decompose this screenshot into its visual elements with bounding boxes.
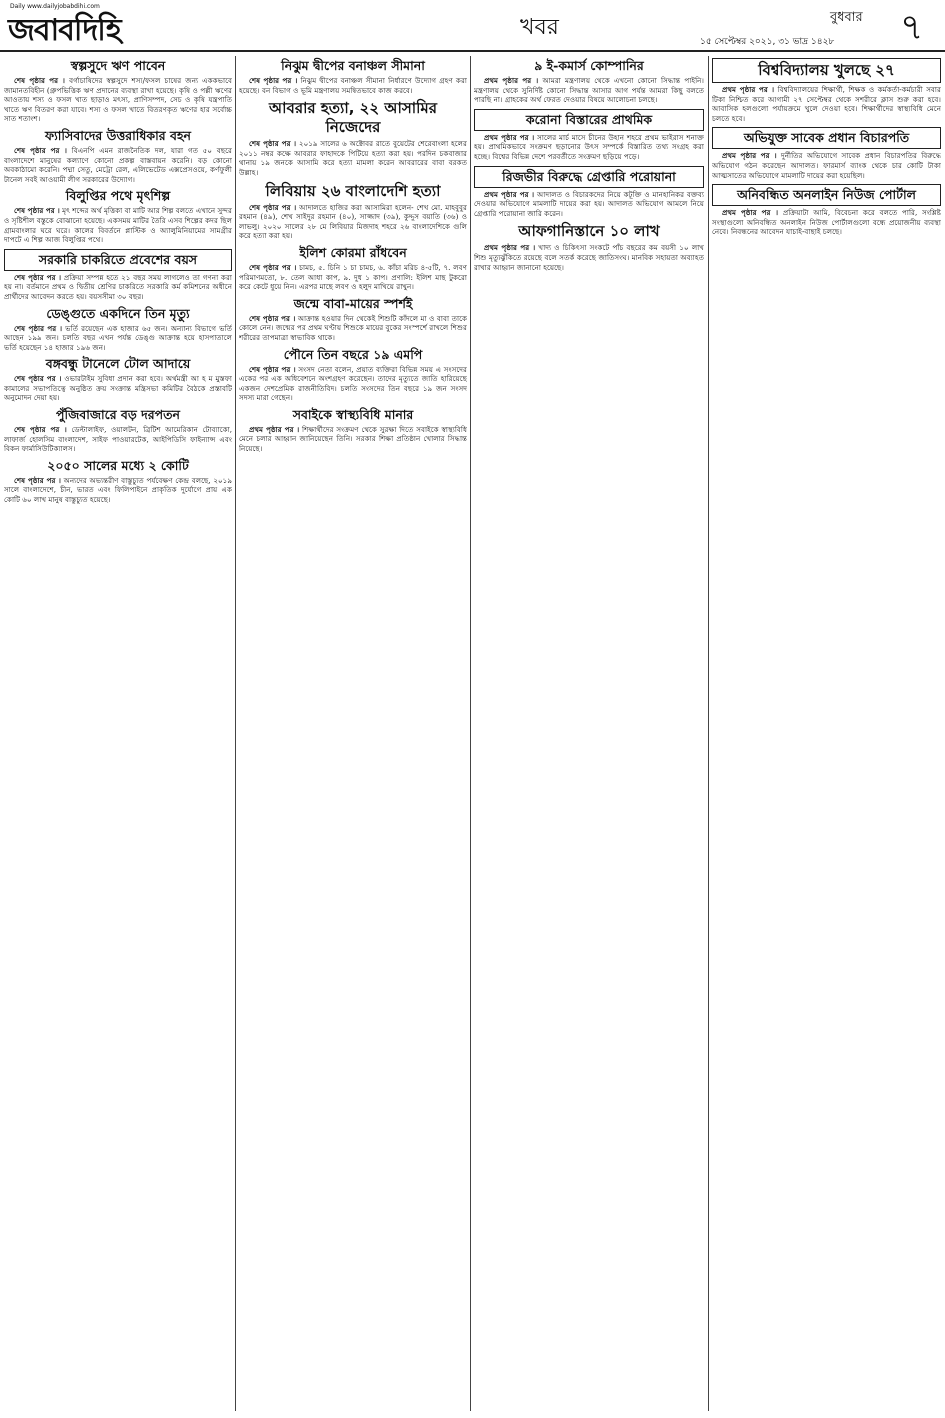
story	[239, 245, 467, 292]
headline: নিঝুম দ্বীপের বনাঞ্চল সীমানা	[281, 58, 425, 73]
story-body: প্রথম পৃষ্ঠার পর । আদালত ও বিচারকদের নিয়ে কটূক্তি ও মানহানিকর বক্তব্য দেওয়ার অভিযোগে মামলাটি দায়ের করা হয়। আদালত অভিযোগ আমলে নিয়ে গ্রেপ্তারি পরোয়ানা জারি করেন।	[474, 189, 704, 218]
story-body: প্রথম পৃষ্ঠার পর । শিক্ষার্থীদের সংক্রমণ থেকে সুরক্ষা দিতে সবাইকে স্বাস্থ্যবিধি মেনে চলার আহ্বান জানিয়েছেন তিনি। সরকার শিক্ষা প্রতিষ্ঠান খোলার সিদ্ধান্ত নিয়েছে।	[239, 424, 467, 454]
story-body: প্রথম পৃষ্ঠার পর । সালের মার্চ মাসে চীনের উহান শহরে প্রথম ভাইরাস শনাক্ত হয়। প্রাথমিকভাবে সংক্রমণ ছড়ানোর উৎস সম্পর্কে বিস্তারিত তথ্য সংগ্রহ করা হচ্ছে। বিশ্বের বিভিন্ন দেশে পরবর্তীতে সংক্রমণ ছড়িয়ে পড়ে।	[474, 132, 704, 161]
column-divider	[708, 56, 709, 1411]
column-1	[4, 56, 232, 1411]
story-body: শেষ পৃষ্ঠার পর । ভর্তি রয়েছেন এক হাজার ৬৫ জন। অন্যান্য বিভাগে ভর্তি আছেন ১৯৯ জন। চলতি বছর এখন পর্যন্ত ডেঙ্গু আক্রান্ত হয়ে হাসপাতালে ভর্তি হয়েছেন ১৪ হাজার ১৯৬ জন।	[4, 323, 232, 352]
story-body: শেষ পৃষ্ঠার পর । বিএনপি এমন রাজনৈতিক দল, যারা গত ৫০ বছরে বাংলাদেশে মানুষের কল্যাণে কোনো প্রকল্প বাস্তবায়ন করেনি। বড় কোনো অবকাঠামো করেনি। পদ্মা সেতু, মেট্রো রেল, এলিভেটেড এক্সপ্রেসওয়ে, কর্ণফুলী টানেল সবই আওয়ামী লীগ সরকারের উদ্যোগ।	[4, 145, 232, 184]
story-body: শেষ পৃষ্ঠার পর । নিঝুম দ্বীপের বনাঞ্চল সীমানা নির্ধারণে উদ্যোগ গ্রহণ করা হয়েছে। বন বিভাগ ও ভূমি মন্ত্রণালয় সমন্বিতভাবে কাজ করবে।	[239, 76, 467, 95]
story-body: শেষ পৃষ্ঠার পর । ডেল্টালাইফ, ওয়ালটন, ব্রিটিশ আমেরিকান টোব্যাকো, লাফার্জ হোলসিম বাংলাদেশ, সাইফ পাওয়ারটেক, আইপিডিসি ফাইন্যান্স এবং বিকন ফার্মাসিউটিক্যালস।	[4, 425, 232, 454]
story-body: প্রথম পৃষ্ঠার পর । প্রক্রিয়াটা আমি, বিবেচনা করে বলতে পারি, সংশ্লিষ্ট সংস্থাগুলো অনিবন্ধিত অনলাইন নিউজ পোর্টালগুলো বন্ধে প্রয়োজনীয় ব্যবস্থা নেবে। নিবন্ধনের আবেদন যাচাই-বাছাই চলছে।	[712, 208, 941, 237]
column-divider	[470, 56, 471, 1411]
story	[4, 128, 232, 184]
story-body: প্রথম পৃষ্ঠার পর । বিশ্ববিদ্যালয়ের শিক্ষার্থী, শিক্ষক ও কর্মকর্তা-কর্মচারী সবার টিকা নিশ্চিত করে আগামী ২৭ সেপ্টেম্বর থেকে সশরীরে ক্লাস শুরু করা হবে। আবাসিক হলগুলো পর্যায়ক্রমে খুলে দেওয়া হবে। শিক্ষার্থীদের স্বাস্থ্যবিধি মেনে চলতে হবে।	[712, 85, 941, 123]
story-body: শেষ পৃষ্ঠার পর । ২০১৯ সালের ৬ অক্টোবর রাতে বুয়েটের শেরেবাংলা হলের ২০১১ নম্বর কক্ষে আবরার ফাহাদকে পিটিয়ে হত্যা করা হয়। পরদিন চকবাজার থানায় ১৯ জনকে আসামি করে হত্যা মামলা করেন আবরারের বাবা বরকত উল্লাহ।	[239, 139, 467, 177]
newspaper-logo	[8, 3, 121, 57]
story	[4, 458, 232, 505]
story	[474, 109, 704, 162]
story	[4, 306, 232, 353]
story-body: শেষ পৃষ্ঠার পর । প্রক্রিয়া সম্পন্ন হতে ২১ বছর সময় লাগলেও তা গণনা করা হয় না। বর্তমানে প্রথম ও দ্বিতীয় শ্রেণির চাকরিতে সরকারি কর্ম কমিশনের অধীনে প্রার্থীদের আবেদন করতে হয়। বয়সসীমা ৩০ বছর।	[4, 272, 232, 301]
story	[239, 182, 467, 241]
issue-date: ১৫ সেপ্টেম্বর ২০২১, ৩১ ভাদ্র ১৪২৮	[700, 37, 835, 47]
headline: পৌনে তিন বছরে ১৯ এমপি	[283, 346, 423, 362]
story-body: প্রথম পৃষ্ঠার পর । আমরা মন্ত্রণালয় থেকে এখনো কোনো সিদ্ধান্ত পাইনি। মন্ত্রণালয় থেকে সুনির্দিষ্ট কোনো সিদ্ধান্ত আসার আগ পর্যন্ত আমরা কিছু বলতে পারছি না। গ্রাহকের অর্থ ফেরত দেওয়ার বিষয়ে আলোচনা চলছে।	[474, 76, 704, 105]
story-body: শেষ পৃষ্ঠার পর । আদালতে হাজির করা আসামিরা হলেন- শেখ মো. মাহবুবুর রহমান (৪৯), শেখ সাইদুর রহমান (৪০), সাজ্জাদ (৩৯), কুদ্দুস বয়াতি (৩৬) ও লাভলু। ২০২০ সালের ২৮ মে লিবিয়ার মিজদাহ শহরে ২৬ বাংলাদেশিকে গুলি করে হত্যা করা হয়।	[239, 202, 467, 241]
story	[712, 127, 941, 180]
story	[474, 166, 704, 219]
story	[474, 222, 704, 272]
weekday: বুধবার	[830, 10, 863, 25]
story	[4, 58, 232, 124]
headline: আফগানিস্তানে ১০ লাখ	[518, 222, 660, 241]
story	[4, 249, 232, 302]
story-body: প্রথম পৃষ্ঠার পর । খাদ্য ও চিকিৎসা সংকটে পাঁচ বছরের কম বয়সী ১০ লাখ শিশু মৃত্যুঝুঁকিতে রয়েছে বলে সতর্ক করেছে জাতিসংঘ। মানবিক সহায়তা অব্যাহত রাখার আহ্বান জানানো হয়েছে।	[474, 243, 704, 272]
column-4	[712, 56, 941, 1411]
headline: ইলিশ কোরমা রাঁধবেন	[299, 244, 407, 260]
column-3	[474, 56, 704, 1411]
headline: করোনা বিস্তারের প্রাথমিক	[474, 109, 704, 131]
headline: সবাইকে স্বাস্থ্যবিধি মানার	[292, 406, 414, 422]
headline: ফ্যাসিবাদের উত্তরাধিকার বহন	[45, 127, 191, 143]
headline: অনিবন্ধিত অনলাইন নিউজ পোর্টাল	[712, 184, 941, 206]
story-body: প্রথম পৃষ্ঠার পর । দুর্নীতির অভিযোগে সাবেক প্রধান বিচারপতির বিরুদ্ধে অভিযোগ গঠন করেছেন আদালত। ফারমার্স ব্যাংক থেকে চার কোটি টাকা আত্মসাতের অভিযোগে মামলাটি দায়ের করা হয়েছিল।	[712, 151, 941, 180]
headline: বঙ্গবন্ধু টানেলে টোল আদায়ে	[45, 356, 191, 372]
headline: সরকারি চাকরিতে প্রবেশের বয়স	[4, 249, 232, 271]
headline: পুঁজিবাজারে বড় দরপতন	[56, 407, 180, 423]
headline: ডেঙ্গুতে একদিনে তিন মৃত্যু	[46, 305, 190, 321]
story	[4, 407, 232, 454]
story	[4, 188, 232, 244]
story	[239, 99, 467, 177]
story-body: শেষ পৃষ্ঠার পর । চামচ, ৫. চিনি ১ চা চামচ, ৬. কাঁচা মরিচ ৪-৫টি, ৭. লবণ পরিমাণমতো, ৮. তেল আধা কাপ, ৯. দুধ ১ কাপ। প্রণালি: ইলিশ মাছ টুকরো করে কেটে ধুয়ে নিন। এরপর মাছে লবণ ও হলুদ মাখিয়ে রাখুন।	[239, 262, 467, 292]
headline: বিলুপ্তির পথে মৃৎশিল্প	[65, 188, 171, 204]
story-body: শেষ পৃষ্ঠার পর । ওভারটাইম সুবিধা প্রদান করা হবে। অর্থমন্ত্রী আ হ ম মুস্তফা কামালের সভাপতিত্বে অনুষ্ঠিত ক্রয় সংক্রান্ত মন্ত্রিসভা কমিটির বৈঠকে প্রস্তাবটি অনুমোদন দেয়া হয়।	[4, 374, 232, 403]
logo-text: জবাবদিহি	[8, 13, 121, 48]
headline: জন্মে বাবা-মায়ের স্পর্শই	[293, 295, 413, 311]
headline: লিবিয়ায় ২৬ বাংলাদেশি হত্যা	[265, 181, 441, 200]
story	[239, 407, 467, 454]
story-body: শেষ পৃষ্ঠার পর । মৃৎ শব্দের অর্থ মৃত্তিকা বা মাটি আর শিল্প বলতে এখানে সুন্দর ও সৃষ্টিশীল বস্তুকে বোঝানো হয়েছে। একসময় মাটির তৈরি এসব শিল্পের কদর ছিল গ্রামবাংলার ঘরে ঘরে। কালের বিবর্তনে প্লাস্টিক ও অ্যালুমিনিয়ামের সামগ্রীর দাপটে এ শিল্প আজ বিলুপ্তির পথে।	[4, 206, 232, 245]
story-body: শেষ পৃষ্ঠার পর । আক্রান্ত হওয়ার দিন থেকেই শিশুটি কাঁদলে মা ও বাবা তাকে কোলে নেন। জন্মের পর প্রথম ঘণ্টায় শিশুকে মায়ের বুকের সংস্পর্শে রাখলে শিশুর শরীরের তাপমাত্রা স্বাভাবিক থাকে।	[239, 313, 467, 342]
story	[474, 58, 704, 105]
story-body: শেষ পৃষ্ঠার পর । অন্যদের অভ্যন্তরীণ বাস্তুচ্যুত পর্যবেক্ষণ কেন্দ্র বলছে, ২০১৯ সালে বাংলাদেশে, চীন, ভারত এবং ফিলিপাইনে প্রাকৃতিক দুর্যোগে প্রায় এক কোটি ৬০ লাখ মানুষ বাস্তুচ্যুত হয়েছে।	[4, 475, 232, 505]
story	[239, 58, 467, 95]
headline: স্বল্পসুদে ঋণ পাবেন	[70, 58, 166, 73]
column-divider	[235, 56, 236, 1411]
story-body: শেষ পৃষ্ঠার পর । বর্গাচাষিদের স্বল্পসুদে শস্য/ফসল চাষের জন্য এককভাবে জামানতবিহীন (গ্রুপভিত্তিক ঋণ প্রদানের ব্যবস্থা রাখা হয়েছে। কৃষি ও পল্লী ঋণের আওতায় শস্য ও ফসল খাত ছাড়াও মৎস্য, প্রাণিসম্পদ, সেচ ও কৃষি যন্ত্রপাতি খাতে ঋণ বিতরণ করা যাবে। শস্য ও ফসল খাতে বিতরণকৃত ঋণের হার সর্বোচ্চ সাত শতাংশ।	[4, 76, 232, 124]
story	[239, 347, 467, 403]
headline: আবরার হত্যা, ২২ আসামির নিজেদের	[268, 99, 438, 137]
page-number: ৭	[900, 7, 924, 48]
headline: ৯ ই-কমার্স কোম্পানির	[534, 58, 644, 73]
logo-tagline: Daily www.dailyjobabdihi.com	[10, 3, 100, 10]
story	[712, 58, 941, 123]
story	[4, 356, 232, 403]
story	[239, 296, 467, 343]
column-2	[239, 56, 467, 1411]
masthead	[0, 0, 945, 52]
headline: ২০৫০ সালের মধ্যে ২ কোটি	[47, 457, 189, 473]
headline: অভিযুক্ত সাবেক প্রধান বিচারপতি	[712, 127, 941, 149]
headline: রিজভীর বিরুদ্ধে গ্রেপ্তারি পরোয়ানা	[474, 166, 704, 188]
section-title: খবর	[520, 15, 559, 40]
headline: বিশ্ববিদ্যালয় খুলছে ২৭	[712, 58, 941, 83]
story-body: শেষ পৃষ্ঠার পর । সংসদ নেতা বলেন, প্রয়াত ব্যক্তিরা বিভিন্ন সময় এ সংসদের একের পর এক অধিবেশনে অংশগ্রহণ করেছেন। তাদের মৃত্যুতে জাতি হারিয়েছে একজন দেশপ্রেমিক রাজনীতিবিদ। চলতি সংসদের তিন বছরে ১৯ জন সংসদ সদস্য মারা গেছেন।	[239, 364, 467, 403]
story	[712, 184, 941, 237]
